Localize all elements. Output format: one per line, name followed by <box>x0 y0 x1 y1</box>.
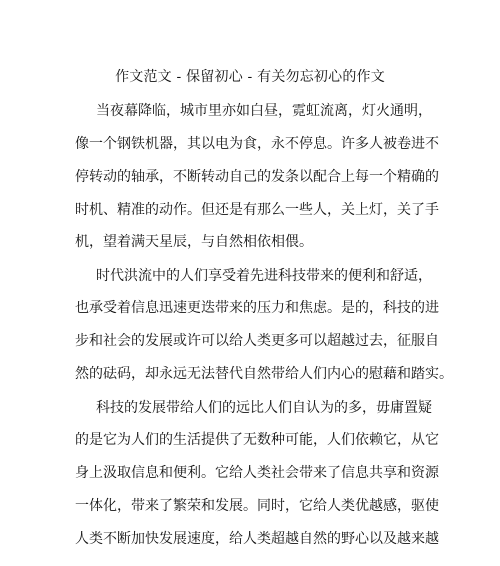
paragraph-2-line-1: 时代洪流中的人们享受着先进科技带来的便利和舒适， <box>96 268 432 284</box>
paragraph-3-line-4: 一体化，带来了繁荣和发展。同时，它给人类优越感，驱使 <box>75 498 439 514</box>
paragraph-2-line-4: 然的砝码，却永远无法替代自然带给人们内心的慰藉和踏实。 <box>75 366 453 382</box>
paragraph-2-line-3: 步和社会的发展或许可以给人类更多可以超越过去，征服自 <box>75 333 439 349</box>
paragraph-2-line-2: 也承受着信息迅速更迭带来的压力和焦虑。是的，科技的进 <box>75 300 439 316</box>
paragraph-1-line-4: 时机、精准的动作。但还是有那么一些人，关上灯，关了手 <box>75 202 439 218</box>
paragraph-1-line-1: 当夜幕降临，城市里亦如白昼，霓虹流离，灯火通明， <box>96 103 432 119</box>
paragraph-1-line-2: 像一个钢铁机器，其以电为食，永不停息。许多人被卷进不 <box>75 136 439 152</box>
paragraph-3-line-3: 身上汲取信息和便利。它给人类社会带来了信息共享和资源 <box>75 465 439 481</box>
paragraph-1-line-3: 停转动的轴承，不断转动自己的发条以配合上每一个精确的 <box>75 169 439 185</box>
paragraph-1-line-5: 机，望着满天星辰，与自然相依相偎。 <box>75 234 313 250</box>
paragraph-3-line-1: 科技的发展带给人们的远比人们自认为的多，毋庸置疑 <box>96 400 432 416</box>
paragraph-3-line-2: 的是它为人们的生活提供了无数种可能，人们依赖它，从它 <box>75 432 439 448</box>
paragraph-3-line-5: 人类不断加快发展速度，给人类超越自然的野心以及越来越 <box>75 531 439 547</box>
document-title: 作文范文 - 保留初心 - 有关勿忘初心的作文 <box>115 69 385 85</box>
